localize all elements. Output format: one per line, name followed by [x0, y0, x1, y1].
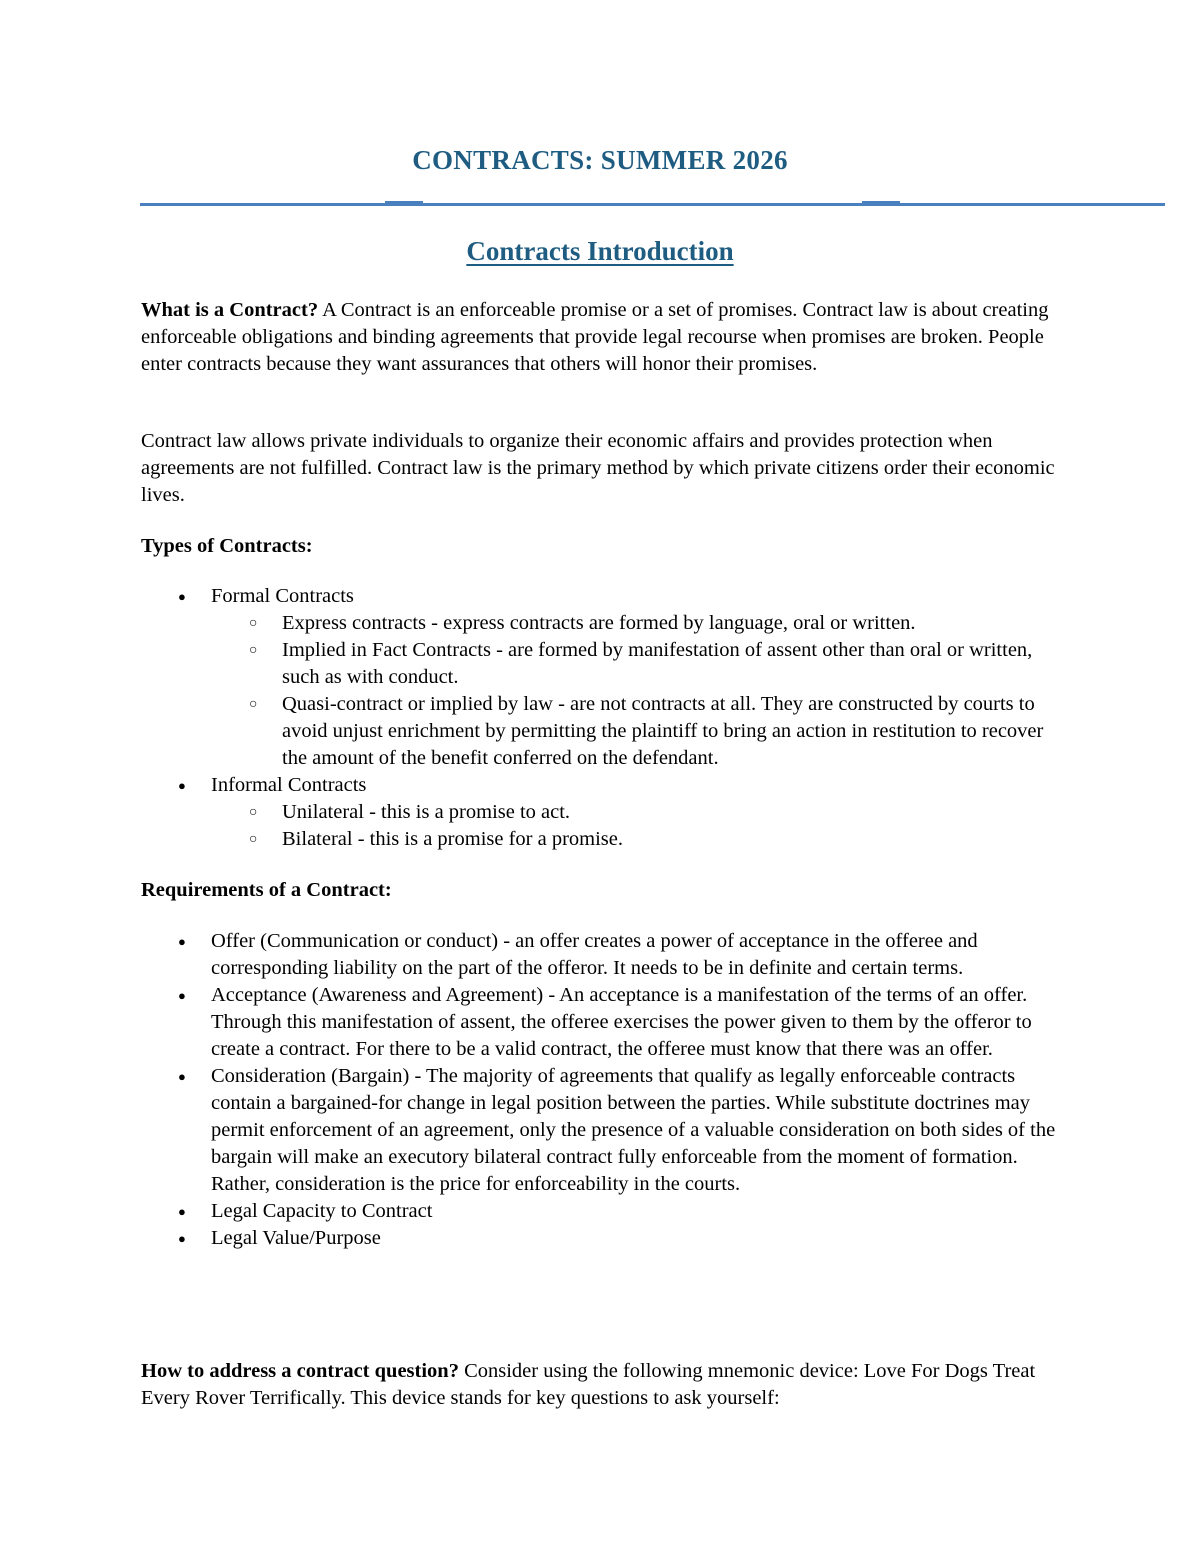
how-to-paragraph	[141, 1358, 1066, 1412]
how-to-text: Consider using the following mnemonic device: Love For Dogs Treat Every Rover Terrifically. This device stands for key questions to ask yourself:	[141, 1360, 1036, 1409]
intro-paragraph	[141, 297, 1066, 378]
sub-list-item: ○ Implied in Fact Contracts - are formed by manifestation of assent other than oral or written, such as with conduct.	[211, 637, 1066, 691]
sub-list-item: ○ Express contracts - express contracts are formed by language, oral or written.	[211, 610, 1066, 637]
intro-lead: What is a Contract?	[141, 299, 319, 321]
sub-list-item: ○ Bilateral - this is a promise for a promise.	[211, 826, 1066, 853]
document-title: CONTRACTS: SUMMER 2026	[412, 145, 788, 175]
list-item: ● Acceptance (Awareness and Agreement) - An acceptance is a manifestation of the terms of an offer. Through this manifestation of assent, the offeree exercises the power given to them by the offeror to create a contract. For there to be a valid contract, the offeree must know that there was an offer.	[141, 982, 1066, 1063]
list-item	[141, 772, 1066, 853]
sub-list-item: ○ Quasi-contract or implied by law - are not contracts at all. They are constructed by courts to avoid unjust enrichment by permitting the plaintiff to bring an action in restitution to recover the amount of the benefit conferred on the defendant.	[211, 691, 1066, 772]
section-heading: Contracts Introduction	[466, 236, 734, 266]
types-list	[141, 583, 1066, 853]
list-item: ● Legal Value/Purpose	[141, 1225, 1066, 1252]
list-item: ● Offer (Communication or conduct) - an offer creates a power of acceptance in the offeree and corresponding liability on the part of the offeror. It needs to be in definite and certain terms.	[141, 928, 1066, 982]
list-item-label: Informal Contracts	[211, 774, 367, 796]
list-item: ● Legal Capacity to Contract	[141, 1198, 1066, 1225]
title-divider-notch	[385, 201, 423, 206]
requirements-list	[141, 928, 1066, 1252]
list-item: ● Consideration (Bargain) - The majority of agreements that qualify as legally enforceable contracts contain a bargained-for change in legal position between the parties. While substitute doctrines may permit enforcement of an agreement, only the presence of a valuable consideration on both sides of the bargain will make an executory bilateral contract fully enforceable from the moment of formation. Rather, consideration is the price for enforceability in the courts.	[141, 1063, 1066, 1198]
sub-list	[211, 799, 1066, 853]
intro-text: A Contract is an enforceable promise or a set of promises. Contract law is about creating enforceable obligations and binding agreements that provide legal recourse when promises are broken. People enter contracts because they want assurances that others will honor their promises.	[141, 299, 1049, 375]
types-heading: Types of Contracts:	[141, 535, 313, 557]
title-divider	[140, 203, 1165, 206]
requirements-heading: Requirements of a Contract:	[141, 879, 392, 901]
list-item-label: Formal Contracts	[211, 585, 354, 607]
sub-list	[211, 610, 1066, 772]
list-item	[141, 583, 1066, 772]
body-paragraph: Contract law allows private individuals to organize their economic affairs and provides protection when agreements are not fulfilled. Contract law is the primary method by which private citizens order their economic lives.	[141, 430, 1055, 506]
how-to-lead: How to address a contract question?	[141, 1360, 459, 1382]
sub-list-item: ○ Unilateral - this is a promise to act.	[211, 799, 1066, 826]
title-divider-notch	[862, 201, 900, 206]
